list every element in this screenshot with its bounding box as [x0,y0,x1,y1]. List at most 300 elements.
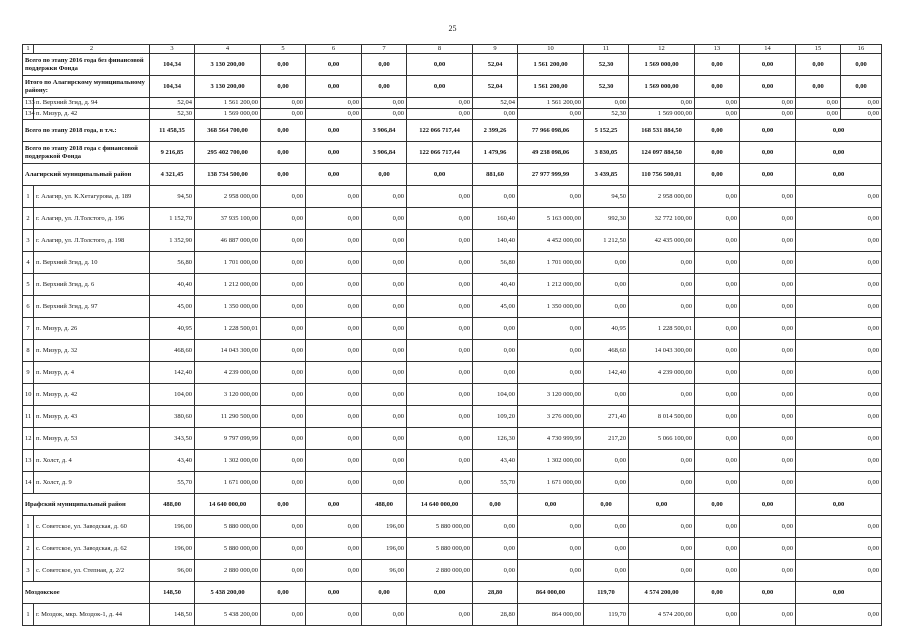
value-cell: 96,00 [150,560,195,582]
value-cell: 0,00 [740,120,796,142]
value-cell: 0,00 [362,230,407,252]
value-cell: 0,00 [695,98,740,109]
value-cell: 0,00 [740,516,796,538]
value-cell: 1 561 200,00 [518,54,584,76]
value-cell: 0,00 [841,98,882,109]
value-cell: 3 276 000,00 [518,406,584,428]
value-cell: 1 479,96 [473,142,518,164]
value-cell: 4 321,45 [150,164,195,186]
value-cell: 3 906,84 [362,120,407,142]
value-cell: 1 561 200,00 [518,98,584,109]
value-cell: 0,00 [362,54,407,76]
value-cell: 0,00 [306,450,362,472]
value-cell: 4 239 000,00 [629,362,695,384]
value-cell: 5 880 000,00 [407,516,473,538]
value-cell: 0,00 [261,516,306,538]
value-cell: 0,00 [518,318,584,340]
value-cell: 43,40 [473,450,518,472]
value-cell: 0,00 [695,274,740,296]
value-cell: 0,00 [695,582,740,604]
value-cell: 0,00 [796,494,882,516]
value-cell: 0,00 [796,582,882,604]
value-cell: 0,00 [841,109,882,120]
value-cell: 5 880 000,00 [195,538,261,560]
value-cell: 0,00 [261,142,306,164]
value-cell: 0,00 [261,54,306,76]
column-number-cell: 12 [629,45,695,54]
address-cell: п. Мизур, д. 42 [34,109,150,120]
value-cell: 0,00 [695,362,740,384]
value-cell: 5 163 000,00 [518,208,584,230]
value-cell: 0,00 [306,76,362,98]
address-cell: п. Мизур, д. 42 [34,384,150,406]
value-cell: 0,00 [407,384,473,406]
value-cell: 14 043 300,00 [629,340,695,362]
value-cell: 0,00 [306,362,362,384]
value-cell: 0,00 [584,494,629,516]
value-cell: 1 228 500,01 [629,318,695,340]
value-cell: 52,04 [150,98,195,109]
value-cell: 0,00 [407,296,473,318]
value-cell: 0,00 [261,230,306,252]
value-cell: 0,00 [740,384,796,406]
value-cell: 0,00 [306,538,362,560]
value-cell: 0,00 [740,208,796,230]
value-cell: 0,00 [695,76,740,98]
value-cell: 0,00 [695,538,740,560]
table-row [23,186,882,208]
value-cell: 0,00 [362,384,407,406]
value-cell: 0,00 [362,274,407,296]
column-number-cell: 11 [584,45,629,54]
value-cell: 8 014 500,00 [629,406,695,428]
table-row [23,450,882,472]
value-cell: 0,00 [407,109,473,120]
value-cell: 0,00 [740,450,796,472]
value-cell: 0,00 [306,516,362,538]
value-cell: 992,30 [584,208,629,230]
value-cell: 0,00 [473,538,518,560]
value-cell: 0,00 [261,384,306,406]
value-cell: 343,50 [150,428,195,450]
address-cell: п. Верхний Згид, д. 6 [34,274,150,296]
value-cell: 3 120 000,00 [518,384,584,406]
column-number-cell: 14 [740,45,796,54]
value-cell: 0,00 [584,472,629,494]
row-number: 9 [23,362,34,384]
address-cell: п. Мизур, д. 32 [34,340,150,362]
value-cell: 104,00 [473,384,518,406]
value-cell: 0,00 [796,186,882,208]
value-cell: 0,00 [407,582,473,604]
address-cell: г. Моздок, мкр. Моздок-1, д. 44 [34,604,150,626]
value-cell: 0,00 [362,296,407,318]
summary-label: Всего по этапу 2018 года, в т.ч.: [23,120,150,142]
value-cell: 0,00 [629,516,695,538]
value-cell: 0,00 [306,54,362,76]
value-cell: 0,00 [740,494,796,516]
value-cell: 0,00 [407,98,473,109]
value-cell: 4 452 000,00 [518,230,584,252]
value-cell: 52,04 [473,98,518,109]
value-cell: 0,00 [796,230,882,252]
value-cell: 0,00 [362,76,407,98]
value-cell: 0,00 [695,120,740,142]
value-cell: 0,00 [306,472,362,494]
column-number-cell: 4 [195,45,261,54]
value-cell: 0,00 [796,296,882,318]
value-cell: 94,50 [584,186,629,208]
value-cell: 0,00 [629,384,695,406]
column-number-cell: 16 [841,45,882,54]
address-cell: с. Советское, ул. Степная, д. 2/2 [34,560,150,582]
value-cell: 0,00 [306,340,362,362]
column-number-cell: 10 [518,45,584,54]
summary-row [23,120,882,142]
value-cell: 0,00 [584,296,629,318]
value-cell: 468,60 [150,340,195,362]
row-number: 8 [23,340,34,362]
value-cell: 0,00 [796,384,882,406]
value-cell: 0,00 [518,494,584,516]
value-cell: 0,00 [518,109,584,120]
value-cell: 488,00 [362,494,407,516]
value-cell: 0,00 [695,252,740,274]
value-cell: 0,00 [362,208,407,230]
value-cell: 9 797 099,99 [195,428,261,450]
value-cell: 1 569 000,00 [629,109,695,120]
row-number: 5 [23,274,34,296]
value-cell: 0,00 [261,450,306,472]
value-cell: 0,00 [695,142,740,164]
value-cell: 0,00 [796,538,882,560]
value-cell: 0,00 [407,362,473,384]
value-cell: 0,00 [261,428,306,450]
value-cell: 0,00 [695,54,740,76]
value-cell: 0,00 [740,230,796,252]
value-cell: 104,00 [150,384,195,406]
value-cell: 0,00 [261,472,306,494]
value-cell: 14 640 000,00 [407,494,473,516]
table-row [23,252,882,274]
value-cell: 0,00 [407,186,473,208]
value-cell: 0,00 [629,274,695,296]
value-cell: 4 574 200,00 [629,582,695,604]
row-number: 2 [23,538,34,560]
value-cell: 196,00 [150,538,195,560]
value-cell: 28,80 [473,582,518,604]
value-cell: 0,00 [261,362,306,384]
value-cell: 0,00 [796,274,882,296]
value-cell: 0,00 [695,560,740,582]
value-cell: 119,70 [584,604,629,626]
value-cell: 0,00 [306,296,362,318]
value-cell: 0,00 [695,516,740,538]
value-cell: 0,00 [740,296,796,318]
value-cell: 0,00 [584,252,629,274]
column-number-cell: 13 [695,45,740,54]
value-cell: 40,95 [150,318,195,340]
value-cell: 0,00 [629,494,695,516]
value-cell: 42 435 000,00 [629,230,695,252]
value-cell: 0,00 [407,54,473,76]
value-cell: 0,00 [407,76,473,98]
value-cell: 0,00 [306,208,362,230]
summary-row [23,76,882,98]
value-cell: 0,00 [362,604,407,626]
value-cell: 0,00 [695,472,740,494]
row-number: 133 [23,98,34,109]
value-cell: 104,34 [150,76,195,98]
value-cell: 104,34 [150,54,195,76]
row-number: 1 [23,604,34,626]
value-cell: 488,00 [150,494,195,516]
summary-label: Итого по Алагирскому муниципальному району: [23,76,150,98]
value-cell: 0,00 [740,142,796,164]
value-cell: 0,00 [796,560,882,582]
value-cell: 0,00 [261,208,306,230]
address-cell: п. Мизур, д. 4 [34,362,150,384]
value-cell: 0,00 [740,538,796,560]
row-number: 7 [23,318,34,340]
value-cell: 1 701 000,00 [195,252,261,274]
value-cell: 0,00 [407,318,473,340]
row-number: 13 [23,450,34,472]
value-cell: 0,00 [695,406,740,428]
row-number: 2 [23,208,34,230]
value-cell: 124 097 884,50 [629,142,695,164]
address-cell: п. Холст, д. 9 [34,472,150,494]
value-cell: 0,00 [362,406,407,428]
value-cell: 3 906,84 [362,142,407,164]
value-cell: 0,00 [584,538,629,560]
row-number: 3 [23,230,34,252]
value-cell: 52,30 [150,109,195,120]
value-cell: 0,00 [740,582,796,604]
value-cell: 196,00 [362,516,407,538]
value-cell: 881,60 [473,164,518,186]
value-cell: 0,00 [306,384,362,406]
value-cell: 1 212 000,00 [518,274,584,296]
value-cell: 0,00 [629,98,695,109]
value-cell: 0,00 [740,560,796,582]
value-cell: 0,00 [473,560,518,582]
value-cell: 4 239 000,00 [195,362,261,384]
value-cell: 5 438 200,00 [195,604,261,626]
value-cell: 0,00 [362,109,407,120]
value-cell: 2 880 000,00 [195,560,261,582]
column-number-cell: 3 [150,45,195,54]
value-cell: 94,50 [150,186,195,208]
value-cell: 0,00 [796,54,841,76]
value-cell: 0,00 [518,362,584,384]
value-cell: 0,00 [362,340,407,362]
row-number: 10 [23,384,34,406]
value-cell: 0,00 [362,362,407,384]
value-cell: 49 238 098,06 [518,142,584,164]
summary-row [23,582,882,604]
value-cell: 0,00 [473,340,518,362]
housing-program-table [22,44,882,626]
summary-label: Ирафский муниципальный район [23,494,150,516]
value-cell: 0,00 [362,428,407,450]
value-cell: 0,00 [584,450,629,472]
value-cell: 140,40 [473,230,518,252]
value-cell: 55,70 [150,472,195,494]
value-cell: 0,00 [473,186,518,208]
value-cell: 196,00 [362,538,407,560]
row-number: 3 [23,560,34,582]
value-cell: 37 935 100,00 [195,208,261,230]
value-cell: 0,00 [841,54,882,76]
value-cell: 0,00 [695,186,740,208]
value-cell: 0,00 [584,384,629,406]
value-cell: 1 212 000,00 [195,274,261,296]
value-cell: 27 977 999,99 [518,164,584,186]
value-cell: 0,00 [306,230,362,252]
value-cell: 0,00 [740,164,796,186]
summary-row [23,164,882,186]
value-cell: 0,00 [362,98,407,109]
value-cell: 468,60 [584,340,629,362]
value-cell: 0,00 [796,340,882,362]
value-cell: 271,40 [584,406,629,428]
value-cell: 0,00 [407,230,473,252]
value-cell: 0,00 [629,560,695,582]
row-number: 12 [23,428,34,450]
column-number-cell: 6 [306,45,362,54]
row-number: 1 [23,516,34,538]
value-cell: 0,00 [629,252,695,274]
value-cell: 0,00 [473,494,518,516]
value-cell: 196,00 [150,516,195,538]
value-cell: 142,40 [584,362,629,384]
value-cell: 5 880 000,00 [195,516,261,538]
value-cell: 0,00 [261,252,306,274]
value-cell: 0,00 [796,98,841,109]
value-cell: 0,00 [518,186,584,208]
value-cell: 0,00 [261,186,306,208]
value-cell: 0,00 [695,450,740,472]
value-cell: 0,00 [306,318,362,340]
value-cell: 0,00 [306,98,362,109]
value-cell: 1 569 000,00 [629,76,695,98]
value-cell: 0,00 [695,208,740,230]
value-cell: 0,00 [584,98,629,109]
value-cell: 0,00 [740,604,796,626]
summary-row [23,142,882,164]
value-cell: 5 438 200,00 [195,582,261,604]
value-cell: 0,00 [695,340,740,362]
value-cell: 0,00 [362,472,407,494]
value-cell: 0,00 [261,120,306,142]
value-cell: 0,00 [261,560,306,582]
value-cell: 0,00 [261,582,306,604]
value-cell: 0,00 [407,406,473,428]
value-cell: 0,00 [473,109,518,120]
summary-row [23,54,882,76]
value-cell: 55,70 [473,472,518,494]
value-cell: 4 730 999,99 [518,428,584,450]
value-cell: 0,00 [261,406,306,428]
address-cell: г. Алагир, ул. К.Хетагурова, д. 189 [34,186,150,208]
value-cell: 142,40 [150,362,195,384]
address-cell: с. Советское, ул. Заводская, д. 62 [34,538,150,560]
address-cell: п. Мизур, д. 26 [34,318,150,340]
value-cell: 0,00 [740,54,796,76]
value-cell: 0,00 [740,98,796,109]
value-cell: 0,00 [407,252,473,274]
value-cell: 11 458,35 [150,120,195,142]
value-cell: 14 043 300,00 [195,340,261,362]
column-number-cell: 2 [34,45,150,54]
value-cell: 0,00 [796,120,882,142]
value-cell: 52,30 [584,76,629,98]
value-cell: 0,00 [629,538,695,560]
value-cell: 0,00 [407,164,473,186]
value-cell: 45,00 [473,296,518,318]
value-cell: 0,00 [796,164,882,186]
value-cell: 0,00 [306,494,362,516]
table-row [23,472,882,494]
value-cell: 0,00 [518,340,584,362]
value-cell: 0,00 [740,362,796,384]
value-cell: 0,00 [740,274,796,296]
value-cell: 0,00 [695,428,740,450]
value-cell: 864 000,00 [518,582,584,604]
value-cell: 1 701 000,00 [518,252,584,274]
value-cell: 0,00 [518,538,584,560]
value-cell: 0,00 [796,318,882,340]
summary-label: Моздокское [23,582,150,604]
value-cell: 138 734 500,00 [195,164,261,186]
value-cell: 126,30 [473,428,518,450]
value-cell: 0,00 [740,252,796,274]
value-cell: 0,00 [306,120,362,142]
value-cell: 1 561 200,00 [518,76,584,98]
value-cell: 0,00 [695,384,740,406]
value-cell: 0,00 [796,142,882,164]
value-cell: 122 066 717,44 [407,142,473,164]
value-cell: 0,00 [362,252,407,274]
column-number-cell: 1 [23,45,34,54]
value-cell: 0,00 [796,516,882,538]
table-row [23,428,882,450]
value-cell: 160,40 [473,208,518,230]
value-cell: 0,00 [584,560,629,582]
address-cell: г. Алагир, ул. Л.Толстого, д. 198 [34,230,150,252]
column-number-cell: 7 [362,45,407,54]
column-number-cell: 9 [473,45,518,54]
value-cell: 0,00 [261,164,306,186]
value-cell: 368 564 700,00 [195,120,261,142]
value-cell: 2 399,26 [473,120,518,142]
value-cell: 0,00 [796,208,882,230]
value-cell: 1 350 000,00 [195,296,261,318]
value-cell: 0,00 [695,109,740,120]
value-cell: 122 066 717,44 [407,120,473,142]
summary-label: Всего по этапу 2016 года без финансовой поддержки Фонда [23,54,150,76]
value-cell: 0,00 [261,604,306,626]
value-cell: 1 228 500,01 [195,318,261,340]
value-cell: 96,00 [362,560,407,582]
value-cell: 52,04 [473,76,518,98]
address-cell: с. Советское, ул. Заводская, д. 60 [34,516,150,538]
value-cell: 56,80 [473,252,518,274]
value-cell: 0,00 [518,516,584,538]
value-cell: 0,00 [796,76,841,98]
value-cell: 0,00 [796,406,882,428]
